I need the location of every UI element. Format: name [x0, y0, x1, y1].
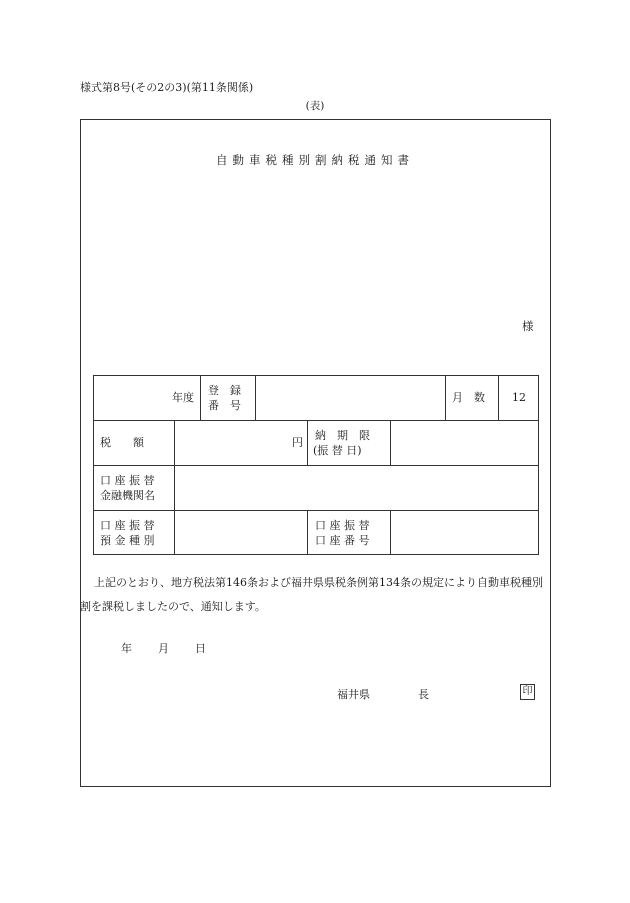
- tax-amount-label: 税 額: [100, 436, 144, 449]
- table-row-divider: [94, 420, 538, 421]
- months-label: 月 数: [452, 391, 485, 404]
- seal-mark: 印: [520, 684, 535, 700]
- form-number: 様式第8号(その2の3)(第11条関係): [80, 81, 254, 94]
- deadline-label-line2: (振 替 日): [313, 444, 362, 457]
- date-day-label: 日: [195, 642, 206, 655]
- deposit-type-label-line2: 預 金 種 別: [100, 534, 155, 547]
- table-col-divider: [390, 510, 391, 554]
- account-number-label-line1: 口 座 振 替: [315, 519, 370, 532]
- year-label: 年度: [172, 391, 194, 404]
- chief-title: 長: [418, 688, 429, 701]
- prefecture-name: 福井県: [337, 688, 370, 701]
- institution-label-line2: 金融機関名: [100, 489, 155, 502]
- table-col-divider: [200, 376, 201, 420]
- table-col-divider: [498, 376, 499, 420]
- date-year-label: 年: [121, 642, 132, 655]
- currency-unit: 円: [292, 436, 303, 449]
- deposit-type-label-line1: 口 座 振 替: [100, 519, 155, 532]
- issue-date: [121, 640, 206, 656]
- table-col-divider: [255, 376, 256, 420]
- table-col-divider: [174, 420, 175, 554]
- table-row-divider: [94, 465, 538, 466]
- tax-info-table: [93, 375, 539, 555]
- months-value: 12: [512, 391, 526, 404]
- table-col-divider: [307, 420, 308, 465]
- table-col-divider: [445, 376, 446, 420]
- account-number-label-line2: 口 座 番 号: [315, 534, 370, 547]
- addressee-suffix: 様: [522, 319, 534, 333]
- registration-label-line1: 登 録: [208, 384, 241, 397]
- table-col-divider: [390, 420, 391, 465]
- date-month-label: 月: [158, 642, 169, 655]
- notice-text: 上記のとおり、地方税法第146条および福井県県税条例第134条の規定により自動車税種別割を課税しましたので、通知します。: [80, 576, 543, 613]
- side-label: (表): [305, 100, 325, 112]
- institution-label-line1: 口 座 振 替: [100, 474, 155, 487]
- table-col-divider: [307, 510, 308, 554]
- table-row-divider: [94, 510, 538, 511]
- registration-label-line2: 番 号: [208, 399, 241, 412]
- document-title: 自動車税種別割納税通知書: [216, 153, 414, 167]
- deadline-label-line1: 納 期 限: [315, 429, 370, 442]
